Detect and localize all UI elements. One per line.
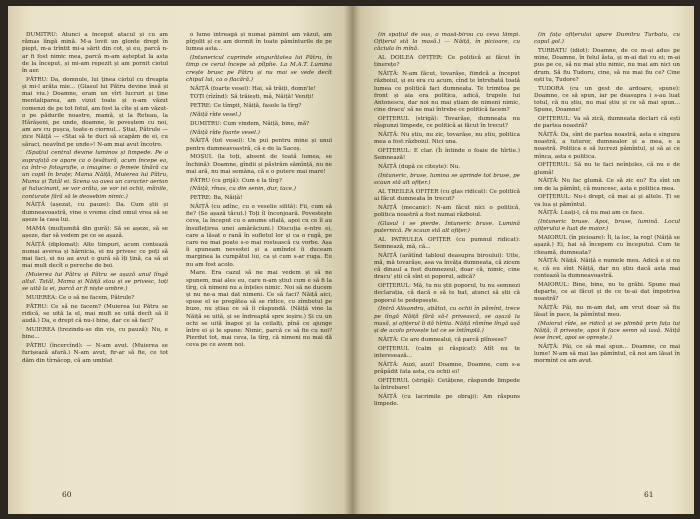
dialogue-paragraph: OFIȚERUL: Nu-i drept, că mai ai și altele. Ți se va lua și pămîntul. bbox=[534, 194, 680, 208]
dialogue-paragraph: NĂIȚĂ: Păi, nu m-am dat, am vrut doar să fiu lăsat în pace, la pămîntul meu. bbox=[534, 304, 680, 319]
stage-direction: (Glasul i se pierde. Intuneric bruse. Lumină puternică. Pe scaun stă alt ofițer.) bbox=[374, 220, 520, 235]
stage-direction: (Intuneric, bruse, lumina se aprinde tot bruse, pe scaun stă alt ofițer.) bbox=[374, 172, 520, 187]
dialogue-paragraph: NĂIȚĂ: Ce are dumnealui, că parcă plînsese? bbox=[378, 336, 507, 343]
dialogue-paragraph: PETRE: Ce tîmpit, Năiță, fasole la tîrg? bbox=[190, 103, 302, 110]
dialogue-paragraph: MOȘUL (la toți, absent de toată lumea, se închină): Doamne, gîndii și păstrăm sămînță, nu ne mai ară, nu mai semăna, că e o putere mai mare! bbox=[186, 154, 332, 175]
dialogue-paragraph: NĂIȚĂ: N-am făcut, tovarășe, fiindcă a început războiul, și eu era cu acum, cînd te întrebată toată lumea ce politică faci dumneata. Te trimitea pe front și aia era politica, adică, trupele lui Antonescu, dar noi nu mai știam de nimeni nimic, cine dracu' să ne mai întrebe ce politică facem? bbox=[374, 71, 520, 114]
dialogue-paragraph: NĂIȚĂ: Nu fac glumă. Ce să zic eu? Eu sînt un om de la pămînt, că muncesc, asta e politica mea. bbox=[534, 178, 680, 192]
dialogue-paragraph: o lume întreagă și numai pămînt am văzut, am pîrjolit și ce am dormit în toate pămînturile de pe lumea asta... bbox=[186, 32, 332, 53]
stage-direction: (Spațiul central devine luminos și limpede. Pe o suprafață ce apare ca o țesătură, acum începe ea, ca într-o fotografie, o imagine: o femeie tînără cu un copil în brațe; Mama Năiță, Muierea lui Pătru, Mama și Tatăl ei. Scena va avea un caracter aerian și halucinant, se vor arăta, se vor ivi ochii, mîinile, conturate fără să le deosebim nimic.) bbox=[22, 150, 168, 200]
stage-direction: (Intuneric bruse. Apoi, bruse, lumină. Locul ofițerului e luat de maior.) bbox=[534, 219, 680, 233]
open-book bbox=[8, 6, 694, 514]
dialogue-paragraph: TOȚI (rîzînd): Să trăiești, mă, Năiță! Veniți! bbox=[190, 94, 314, 101]
dialogue-paragraph: PĂTRU: Ce să ne facem? (Muierea lui Pătru se ridică, se uită la el, mai mult se uită decît să îl audă.) Da, e drept că nu-i bine, dar ce să faci? bbox=[22, 304, 168, 325]
dialogue-paragraph: DUMITRU: Cum vindem, Năiță, bine, mă? bbox=[190, 120, 310, 127]
dialogue-paragraph: MUIEREA (trezindu-se din vis, cu pauză): Nu, e bine... bbox=[22, 327, 168, 341]
stage-direction: (Năiță rîde foarte vesel.) bbox=[190, 129, 260, 136]
dialogue-paragraph: NĂIȚĂ: Nu știu, nu zic, tovarășe, nu știu, politica mea a fost războiul. Nici una. bbox=[374, 132, 520, 146]
stage-direction: (Intră Alisandru, abătut, cu ochii în pămînt, trece pe lîngă Năiță fără să-l privească, se așază la masă, și ofițerul îi dă hîrtia. Năiță rămîne lîngă ușă și de acolo privește tot ce se întîmplă.) bbox=[374, 306, 520, 335]
stage-direction: (Maiorul rîde, se ridică și se plimbă prin fața lui Năiță, îl privește, apoi îi face semn să iasă. Năiță iese încet, apoi se oprește.) bbox=[534, 320, 680, 342]
dialogue-paragraph: NĂIȚĂ (așezat, cu pauze): Da. Cum știi și dumneavoastră, vine o vreme cînd omul vrea să se așeze la casa lui. bbox=[22, 202, 168, 223]
dialogue-paragraph: TURBATU (idiot): Doamne, de ce m-ai adus pe mine, Doamne, în felul ăsta, și m-ai dat cu ei; m-ai pus pe ce, să nu mai știu nimic, nu mai am nici un drum. Să fiu Tudoru, cine, să nu mai fiu ce? Cine ești tu, Tudore? bbox=[534, 48, 680, 83]
dialogue-paragraph: NĂIȚĂ: Năiță. Năiță e numele meu. Adică e și nu e, că eu sînt Năiță, dar nu știu dacă asta mai contează la dumneavoastră. bbox=[534, 258, 680, 279]
dialogue-paragraph: PĂTRU (încercînd): — N-am avut. (Muierea se furișează afară.) N-am avut, fir-ar să fie, ce tot dăm din tîrnăcop, că am umblat bbox=[22, 343, 168, 364]
dialogue-paragraph: OFIȚERUL (strigă): Cetățene, răspunde limpede la întrebare! bbox=[374, 377, 520, 391]
dialogue-paragraph: PETRE: Ba, Năiță! bbox=[190, 195, 243, 202]
dialogue-paragraph: NĂIȚĂ: Luați-l, că nu mai am ce face. bbox=[538, 210, 645, 217]
dialogue-paragraph: OFIȚERUL: Mă, tu nu știi poporul, tu nu semnezi declarația, că dacă e să te bat, atunci să știi că poporul te pedepsește. bbox=[374, 283, 520, 304]
dialogue-paragraph: DUMITRU: Atunci a început atacul și cu am rămas lîngă mină. M-a lovit un glonte drept în piept, m-a trîntit mi-a sărit din cot, și eu, parcă n-ar fi fost nimic mea, parcă m-am așteptat la asta de la început, și mi-am repezit și am pornit ciotul în aer. bbox=[22, 32, 168, 75]
right-page bbox=[352, 6, 694, 514]
dialogue-paragraph: NĂIȚĂ: Da, sînt de partea noastră, asta e singura noastră, a tuturor, dumnealor și a mea, e a noastră. Politica e să lucrezi pămîntul, și să ai ce mînca, asta e politica. bbox=[534, 132, 680, 160]
dialogue-paragraph: NĂIȚĂ (cu lacrimile pe obraji): Am răspuns limpede. bbox=[374, 393, 520, 407]
dialogue-paragraph: AL TREILEA OFIȚER (cu glas ridicat): Ce politică ai făcut dumneata în trecut? bbox=[374, 188, 520, 203]
dialogue-paragraph: OFIȚERUL: Să nu te faci neînțeles, că nu e de glumă! bbox=[534, 162, 680, 176]
stage-direction: (în fața ofițerului apare Dumitru Turbatu, cu capul gol.) bbox=[534, 32, 680, 46]
right-page-column-2 bbox=[534, 32, 680, 472]
dialogue-paragraph: NĂIȚĂ: Auzi, auzi! Doamne, Doamne, cum s-a prăpădit fata asta, cu ochii ei! bbox=[374, 361, 520, 375]
left-page-column-2 bbox=[186, 32, 332, 472]
dialogue-paragraph: OFIȚERUL: E clar. (Îi întinde o foaie de hîrtie.) Semnează! bbox=[374, 148, 520, 162]
left-page bbox=[8, 6, 352, 514]
dialogue-paragraph: NĂIȚĂ (mecanic): N-am făcut nici o politică, politica noastră a fost numai războiul. bbox=[374, 204, 520, 219]
stage-direction: (Năiță rîde vesel.) bbox=[190, 112, 242, 118]
left-page-column-1 bbox=[22, 32, 168, 472]
dialogue-paragraph: Mare. Era cazul să ne mai vedem și să ne spunem, mai ales eu, care n-am știut cum e să fi la tîrg, că nimeni nu a înțeles nimic. Noi să ne ducem și nu ne-a mai dat nimeni. Ce să faci? Năiță aici, spuse el se pregătea să se ridice, cu zîmbetul pe buze, nu știau ce să îi răspundă. (Năiță vine la Năiță se uită, și se îndreaptă spre ieșire.) Și cu un ochi se uită înapoi și la ceilalți, pînă ce ajunge între ei și le spune: Nimic, parcă ce să fie cu noi? Pierdut tot, mai ceva, la tîrg, că nimeni nu mai dă ceva pe ce avem noi. bbox=[186, 270, 332, 349]
dialogue-paragraph: OFIȚERUL (strigă): Tovarășe, dumneata nu răspunzi limpede, ce politică ai făcut în trecut? bbox=[374, 116, 520, 130]
dialogue-paragraph: NĂIȚĂ (tot vesel): Un pui pentru mine și unul pentru dumneavoastră, că e de la Sacoș. bbox=[186, 138, 332, 152]
stage-direction: (în spațiul de sus, o masă-birou cu ceva lămpi. Ofițerul stă la masă.) — Năiță, în picioare, cu căciula în mînă. bbox=[374, 32, 520, 53]
dialogue-paragraph: TUDORA (cu un gest de ardoare, spune): Doamne, ce să spun, iar pe deasupra i s-au luat totul, că nu știu, nu mai știu și ce să mai spun... Spune, Doamne! bbox=[534, 85, 680, 114]
stage-direction: (Năiță, rînas, cu din senin, dur, tace.) bbox=[190, 186, 296, 193]
dialogue-paragraph: MAMA (mulțumită din gură): Să se așeze, să se așeze, dar să vedem pe ce se așază. bbox=[22, 225, 168, 239]
stage-direction: (Intunericul cuprinde singurătatea lui Pătru, în timp ce cerul începe să pîlpîie. La M.A.T. Lumina crește brusc pe Pătru și nu mai se vede decît chipul lui, ca o flacără.) bbox=[186, 55, 332, 83]
dialogue-paragraph: PĂTRU: Da, domnule, lui ținea ciotul cu dreapta și mi-l arăta mie... (Glasul lui Pătru devine însă și mai viu.) Doamne, eram un vîrt lucruri și ține mentaliparea, am vizut toate și n-am văzut comenzi de pe tot fotul, am fost la cîte și am văzut-o pe pădurile noastre, mamă, și la Reteau, la Hărășeni, pe unde, doamne, le poveștem cu noi, am ars cu pușca, toate-n ciornul... Știai, Pătrule — zice Năiță — «Stai să te duci să scapăm de ei, cu săraci, neavînd pe unde»! N-am mai avut încotro. bbox=[22, 76, 168, 148]
dialogue-paragraph: OFIȚERUL (calm și răspicat): Atît nu te interesează... bbox=[374, 345, 520, 359]
dialogue-paragraph: NĂIȚĂ: Păi, ce să mai spun... Doamne, ce mai lume! N-am să mai las pămîntul, că noi am lăsat în mormînt ce am avut. bbox=[534, 344, 680, 365]
right-page-number: 61 bbox=[644, 490, 654, 499]
dialogue-paragraph: OFIȚERUL: Va să zică, dumneata declari că ești de partea noastră? bbox=[534, 116, 680, 130]
dialogue-paragraph: AL PATRULEA OFIȚER (cu pumnul ridicat): Semnează, mă, că... bbox=[374, 236, 520, 251]
dialogue-paragraph: MUIEREA: Ce o să ne facem, Pătrule? bbox=[26, 295, 135, 302]
dialogue-paragraph: NĂIȚĂ (diplomat): Alte timpuri, acum contează numai averea și hărnicia, ei nu privesc ce poți să mai faci, ei nu au avut o gură să îți țină, ca să ai mai mult decît o pereche de boi. bbox=[22, 241, 168, 270]
dialogue-paragraph: NĂIȚĂ (foarte vesel): Hai, să trăiți, domn'le! bbox=[190, 85, 316, 92]
dialogue-paragraph: MAIORUL (în picioare): Îl, la loc, la rog! (Năiță se așază.) Ei, hai să începem cu începutul. Cum te cheamă, dumneata? bbox=[534, 235, 680, 256]
book-gutter bbox=[344, 6, 360, 514]
dialogue-paragraph: PĂTRU (cu grijă): Cum e la tîrg? bbox=[190, 177, 282, 184]
right-page-column-1 bbox=[374, 32, 520, 472]
dialogue-paragraph: NĂIȚĂ (după ce citește): Nu. bbox=[378, 164, 461, 171]
dialogue-paragraph: AL DOILEA OFIȚER: Ce politică ai făcut în tinerețe? bbox=[374, 55, 520, 69]
dialogue-paragraph: NĂIȚĂ (arătînd tabloul deasupra biroului): Uite, mă, mă tovarășe, asa va învăța dumneata, că zicem că dinaul a fost dumnezeul, doar că, nimic, cine dracu' știi că sînt ei poporul, adică? bbox=[374, 252, 520, 281]
left-page-number: 60 bbox=[62, 490, 72, 499]
stage-direction: (Muierea lui Pătru și Pătru se așază unul lîngă altul. Tatăl, Mama și Năiță stau și se privesc, toți se uită la ei, parcă ar fi niște umbre.) bbox=[22, 272, 168, 293]
dialogue-paragraph: MAIORUL: Bine, bine, nu te grăbi. Spune mai departe, ce ai făcut și de ce te-ai dat împotriva noastră? bbox=[534, 281, 680, 303]
dialogue-paragraph: NĂIȚĂ (cu adînc, cu o veselie silită): Fii, cum să fie? (Se așază tăcut.) Toți îl înconjoară. Povestește ceva, la început cu o anume sfială, apoi cu ce îl au însuflețirea unei amărăciuni.) Discuția e-ntre ei, care a lăsat o rană în sufletul lor și ca o rugă, pe care nu mai poate s-o mai rostească cu vorbe. Așa îi spuneam nevestei și a amîndoi îi duceam marginea la cumpătul lui, ca și cum s-ar ruga. Eu nu am fost acolo. bbox=[186, 203, 332, 268]
